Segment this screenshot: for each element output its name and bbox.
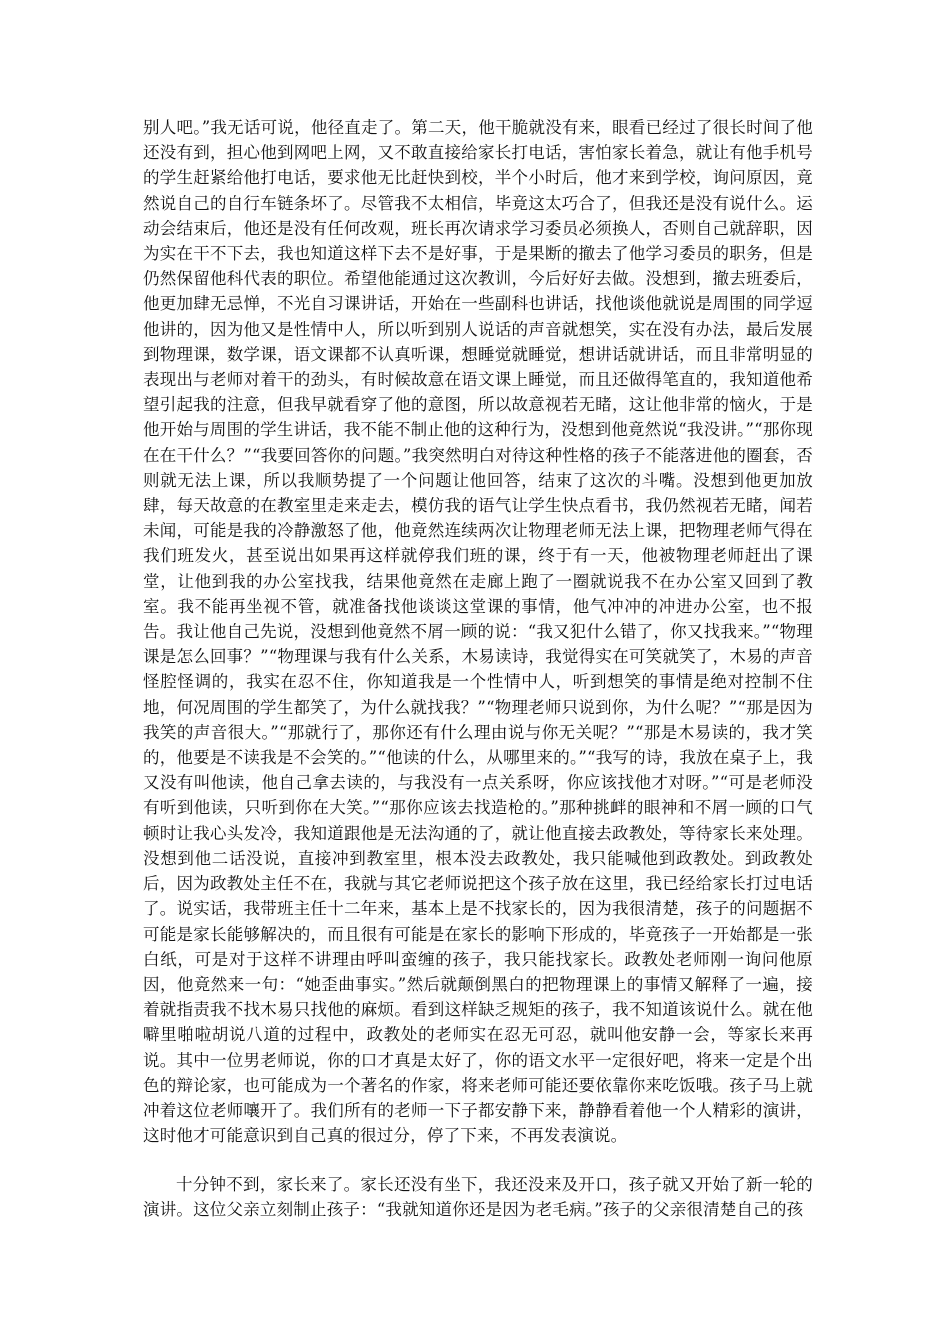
body-paragraph-2: 十分钟不到，家长来了。家长还没有坐下，我还没来及开口，孩子就又开始了新一轮的演讲。这位父亲立刻制止孩子：“我就知道你还是因为老毛病。”孩子的父亲很清楚自己的孩 xyxy=(143,1175,813,1220)
body-paragraph-1: 别人吧。”我无话可说，他径直走了。第二天，他干脆就没有来，眼看已经过了很长时间了他还没有到，担心他到网吧上网，又不敢直接给家长打电话，害怕家长着急，就让有他手机号的学生赶紧给他打电话，要求他无比赶快到校，半个小时后，他才来到学校，询问原因，竟然说自己的自行车链条坏了。尽管我不太相信，毕竟这太巧合了，但我还是没有说什么。运动会结束后，他还是没有任何改观，班长再次请求学习委员必须换人，否则自己就辞职，因为实在干不下去，我也知道这样下去不是好事，于是果断的撤去了他学习委员的职务，但是仍然保留他科代表的职位。希望他能通过这次教训，今后好好去做。没想到，撤去班委后，他更加肆无忌惮，不光自习课讲话，开始在一些副科也讲话，找他谈他就说是周围的同学逗他讲的，因为他又是性情中人，所以听到别人说话的声音就想笑，实在没有办法，最后发展到物理课，数学课，语文课都不认真听课，想睡觉就睡觉，想讲话就讲话，而且非常明显的表现出与老师对着干的劲头，有时候故意在语文课上睡觉，而且还做得笔直的，我知道他希望引起我的注意，但我早就看穿了他的意图，所以故意视若无睹，这让他非常的恼火，于是他开始与周围的学生讲话，我不能不制止他的这种行为，没想到他竟然说“我没讲。”“那你现在在干什么？”“我要回答你的问题。”我突然明白对待这种性格的孩子不能落进他的圈套，否则就无法上课，所以我顺势提了一个问题让他回答，结束了这次的斗嘴。没想到他更加放肆，每天故意的在教室里走来走去，模仿我的语气让学生快点看书，我仍然视若无睹，闻若未闻，可能是我的冷静激怒了他，他竟然连续两次让物理老师无法上课，把物理老师气得在我们班发火，甚至说出如果再这样就停我们班的课，终于有一天，他被物理老师赶出了课堂，让他到我的办公室找我，结果他竟然在走廊上跑了一圈就说我不在办公室又回到了教室。我不能再坐视不管，就准备找他谈谈这堂课的事情，他气冲冲的冲进办公室，也不报告。我让他自己先说，没想到他竟然不屑一顾的说：“我又犯什么错了，你又找我来。”“物理课是怎么回事？”“物理课与我有什么关系，木易读诗，我觉得实在可笑就笑了，木易的声音怪腔怪调的，我实在忍不住，你知道我是一个性情中人，听到想笑的事情是绝对控制不住地，何况周围的学生都笑了，为什么就找我？”“物理老师只说到你，为什么呢？”“那是因为我笑的声音很大。”“那就行了，那你还有什么理由说与你无关呢？”“那是木易读的，我才笑的，他要是不读我是不会笑的。”“他读的什么，从哪里来的。”“我写的诗，我放在桌子上，我又没有叫他读，他自己拿去读的，与我没有一点关系呀，你应该找他才对呀。”“可是老师没有听到他读，只听到你在大笑。”“那你应该去找造枪的。”那种挑衅的眼神和不屑一顾的口气顿时让我心头发冷，我知道跟他是无法沟通的了，就让他直接去政教处，等待家长来处理。没想到他二话没说，直接冲到教室里，根本没去政教处，我只能喊他到政教处。到政教处后，因为政教处主任不在，我就与其它老师说把这个孩子放在这里，我已经给家长打过电话了。说实话，我带班主任十二年来，基本上是不找家长的，因为我很清楚，孩子的问题据不可能是家长能够解决的，而且很有可能是在家长的影响下形成的，毕竟孩子一开始都是一张白纸，可是对于这样不讲理由呼叫蛮缠的孩子，我只能找家长。政教处老师刚一询问他原因，他竟然来一句：“她歪曲事实。”然后就颠倒黑白的把物理课上的事情又解释了一遍，接着就指责我不找木易只找他的麻烦。看到这样缺乏规矩的孩子，我不知道该说什么。就在他噼里啪啦胡说八道的过程中，政教处的老师实在忍无可忍，就叫他安静一会，等家长来再说。其中一位男老师说，你的口才真是太好了，你的语文水平一定很好吧，将来一定是个出色的辩论家，也可能成为一个著名的作家，将来老师可能还要依靠你来吃饭哦。孩子马上就冲着这位老师嚷开了。我们所有的老师一下子都安静下来，静静看着他一个人精彩的演讲，这时他才可能意识到自己真的很过分，停了下来，不再发表演说。 xyxy=(143,118,813,1146)
